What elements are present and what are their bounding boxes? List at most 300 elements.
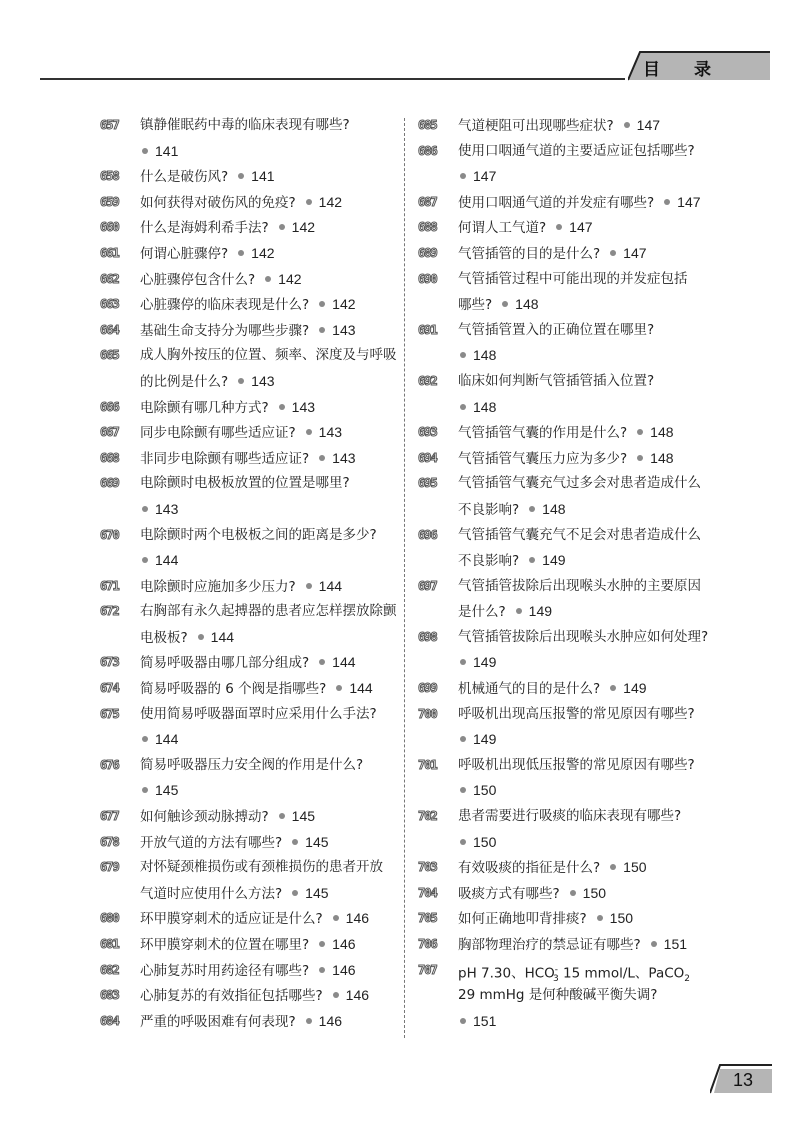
entry-page: 143 xyxy=(291,398,316,415)
entry-title: 严重的呼吸困难有何表现? xyxy=(140,1013,296,1030)
toc-entry-663[interactable] xyxy=(100,292,400,318)
bullet-icon xyxy=(319,659,325,665)
entry-title: 使用口咽通气道的并发症有哪些? xyxy=(458,194,655,211)
toc-entry-701[interactable] xyxy=(418,753,718,804)
toc-right-column xyxy=(418,113,718,1034)
entry-page: 149 xyxy=(542,552,566,569)
entry-title-line xyxy=(140,215,400,241)
entry-title-line xyxy=(458,804,718,830)
entry-page: 144 xyxy=(349,680,373,697)
toc-entry-670[interactable] xyxy=(100,523,400,574)
bullet-icon xyxy=(238,173,244,179)
entry-title-line xyxy=(458,932,718,958)
bullet-icon xyxy=(198,634,204,640)
entry-title: 心脏骤停包含什么? xyxy=(140,271,256,288)
entry-number: 679 xyxy=(100,860,119,875)
toc-entry-671[interactable] xyxy=(100,574,400,600)
entry-title-line xyxy=(458,267,718,293)
entry-title-line xyxy=(458,395,718,421)
entry-title: 气管插管气囊充气过多会对患者造成什么 xyxy=(458,475,701,492)
entry-page: 147 xyxy=(569,219,593,236)
toc-entry-678[interactable] xyxy=(100,830,400,856)
entry-title-line xyxy=(140,139,400,165)
entry-title: 吸痰方式有哪些? xyxy=(458,885,560,902)
entry-page-line xyxy=(458,1009,718,1035)
entry-title-line xyxy=(458,318,718,344)
entry-title: 成人胸外按压的位置、频率、深度及与呼吸 xyxy=(140,347,397,364)
entry-number: 693 xyxy=(418,425,437,440)
entry-title-line xyxy=(140,727,400,753)
entry-title-line xyxy=(458,676,718,702)
toc-entry-666[interactable] xyxy=(100,395,400,421)
entry-title: 是什么? xyxy=(458,604,506,621)
entry-title-line xyxy=(458,523,718,549)
bullet-icon xyxy=(142,557,148,563)
entry-title-line xyxy=(458,650,718,676)
entry-title-line xyxy=(140,471,400,497)
entry-number: 666 xyxy=(100,399,119,414)
entry-page: 145 xyxy=(305,833,329,850)
toc-entry-689[interactable] xyxy=(418,241,718,267)
toc-entry-659[interactable] xyxy=(100,190,400,216)
toc-entry-705[interactable] xyxy=(418,906,718,932)
entry-title-line xyxy=(458,830,718,856)
entry-number: 683 xyxy=(100,988,119,1003)
entry-page: 148 xyxy=(473,398,497,415)
entry-title-line xyxy=(140,1009,400,1035)
bullet-icon xyxy=(651,941,657,947)
entry-page: 143 xyxy=(332,449,356,466)
entry-number: 697 xyxy=(418,578,437,593)
entry-page: 149 xyxy=(473,731,497,748)
entry-title: 心肺复苏时用药途径有哪些? xyxy=(140,962,310,979)
entry-title-line xyxy=(140,267,400,293)
toc-entry-672[interactable] xyxy=(100,599,400,650)
bullet-icon xyxy=(279,404,285,410)
entry-title-line xyxy=(458,778,718,804)
entry-title-line xyxy=(140,599,400,625)
toc-entry-698[interactable] xyxy=(418,625,718,676)
entry-page: 143 xyxy=(251,372,275,389)
toc-entry-677[interactable] xyxy=(100,804,400,830)
entry-title-line xyxy=(458,446,718,472)
bullet-icon xyxy=(292,890,298,896)
toc-entry-706[interactable] xyxy=(418,932,718,958)
entry-page: 146 xyxy=(332,936,356,952)
entry-title-line xyxy=(140,983,400,1009)
toc-left-column xyxy=(100,113,400,1034)
bullet-icon xyxy=(610,864,616,870)
toc-entry-694[interactable] xyxy=(418,446,718,472)
toc-entry-684[interactable] xyxy=(100,1009,400,1035)
entry-number: 661 xyxy=(100,245,119,260)
toc-entry-696[interactable] xyxy=(418,523,718,574)
entry-page: 146 xyxy=(345,910,370,927)
entry-number: 705 xyxy=(418,911,437,926)
toc-entry-661[interactable] xyxy=(100,241,400,267)
bullet-icon xyxy=(306,1018,312,1024)
entry-title-line xyxy=(458,164,718,190)
entry-number: 678 xyxy=(100,834,119,849)
toc-entry-665[interactable] xyxy=(100,343,400,394)
toc-entry-687[interactable] xyxy=(418,190,718,216)
entry-number: 707 xyxy=(418,962,437,977)
toc-entry-683[interactable] xyxy=(100,983,400,1009)
entry-title-line xyxy=(140,830,400,856)
bullet-icon xyxy=(142,736,148,742)
entry-title: 电除颤时应施加多少压力? xyxy=(140,578,296,595)
entry-title-line: 29 mmHg 是何种酸碱平衡失调? xyxy=(458,987,658,1004)
entry-title: 简易呼吸器压力安全阀的作用是什么? xyxy=(140,756,364,773)
entry-title-line xyxy=(140,446,400,472)
entry-title-line xyxy=(458,727,718,753)
entry-page: 145 xyxy=(291,808,316,825)
entry-page: 148 xyxy=(473,347,497,364)
entry-title: 对怀疑颈椎损伤或有颈椎损伤的患者开放 xyxy=(140,859,383,876)
toc-entry-692[interactable] xyxy=(418,369,718,420)
entry-title: 什么是海姆利希手法? xyxy=(140,220,269,237)
page-title: 目录 xyxy=(643,60,745,80)
toc-entry-691[interactable] xyxy=(418,318,718,369)
toc-entry-658[interactable] xyxy=(100,164,400,190)
entry-page: 149 xyxy=(623,680,647,697)
bullet-icon xyxy=(319,327,325,333)
entry-title: 电除颤时电极板放置的位置是哪里? xyxy=(140,475,350,492)
entry-number: 696 xyxy=(418,527,437,542)
entry-number: 704 xyxy=(418,885,437,900)
entry-page: 147 xyxy=(623,244,647,261)
entry-title-line xyxy=(458,369,718,395)
entry-title-line xyxy=(140,778,400,804)
entry-title: 心肺复苏的有效指征包括哪些? xyxy=(140,988,323,1005)
toc-entry-669[interactable] xyxy=(100,471,400,522)
toc-entry-675[interactable] xyxy=(100,702,400,753)
entry-title: 胸部物理治疗的禁忌证有哪些? xyxy=(458,937,641,953)
bullet-icon xyxy=(306,583,312,589)
entry-page: 143 xyxy=(332,321,356,338)
entry-page: 145 xyxy=(155,782,179,799)
entry-title-line xyxy=(458,548,718,574)
entry-title-line xyxy=(140,497,400,523)
entry-title-line xyxy=(458,343,718,369)
bullet-icon xyxy=(460,736,466,742)
entry-number: 659 xyxy=(100,194,119,209)
entry-number: 695 xyxy=(418,476,437,491)
entry-page: 151 xyxy=(473,1012,497,1029)
entry-title-line xyxy=(140,241,400,267)
entry-number: 690 xyxy=(418,271,437,286)
toc-entry-676[interactable] xyxy=(100,753,400,804)
entry-title-line xyxy=(140,958,400,984)
toc-entry-657[interactable] xyxy=(100,113,400,164)
bullet-icon xyxy=(597,915,603,921)
entry-title-line xyxy=(458,855,718,881)
bullet-icon xyxy=(142,787,148,793)
entry-title-line xyxy=(458,471,718,497)
entry-title-line xyxy=(458,292,718,318)
bullet-icon xyxy=(556,224,562,230)
bullet-icon xyxy=(529,557,535,563)
entry-page: 142 xyxy=(278,270,302,287)
entry-number: 660 xyxy=(100,220,119,235)
bullet-icon xyxy=(292,839,298,845)
toc-entry-660[interactable] xyxy=(100,215,400,241)
entry-title-line xyxy=(458,420,718,446)
entry-title: 基础生命支持分为哪些步骤? xyxy=(140,322,310,339)
toc-entry-690[interactable] xyxy=(418,267,718,318)
toc-entry-680[interactable] xyxy=(100,906,400,932)
entry-page: 148 xyxy=(542,500,566,517)
entry-title: 开放气道的方法有哪些? xyxy=(140,834,283,851)
entry-number: 675 xyxy=(100,706,119,721)
toc-entry-704[interactable] xyxy=(418,881,718,907)
toc-entry-707[interactable] xyxy=(418,958,718,1035)
toc-entry-702[interactable] xyxy=(418,804,718,855)
entry-number: 700 xyxy=(418,706,437,721)
entry-title-line xyxy=(140,369,400,395)
toc-entry-668[interactable] xyxy=(100,446,400,472)
entry-title: 如何触诊颈动脉搏动? xyxy=(140,809,269,826)
entry-title: 气管插管气囊压力应为多少? xyxy=(458,450,628,467)
entry-title-line xyxy=(140,343,400,369)
entry-number: 677 xyxy=(100,809,119,824)
entry-number: 682 xyxy=(100,962,119,977)
bullet-icon xyxy=(502,301,508,307)
entry-number: 665 xyxy=(100,348,119,363)
entry-page: 141 xyxy=(251,168,275,185)
entry-title-line xyxy=(140,395,400,421)
bullet-icon xyxy=(336,685,342,691)
entry-title-line xyxy=(140,932,400,958)
entry-title: 何谓心脏骤停? xyxy=(140,245,229,262)
entry-number: 688 xyxy=(418,220,437,235)
bullet-icon xyxy=(460,787,466,793)
entry-number: 669 xyxy=(100,476,119,491)
entry-page: 141 xyxy=(155,142,179,159)
toc-entry-674[interactable] xyxy=(100,676,400,702)
entry-title: 何谓人工气道? xyxy=(458,220,547,237)
entry-number: 701 xyxy=(418,757,437,772)
entry-page: 145 xyxy=(305,884,329,901)
entry-number: 658 xyxy=(100,169,119,184)
entry-title: 使用简易呼吸器面罩时应采用什么手法? xyxy=(140,705,377,722)
toc-entry-695[interactable] xyxy=(418,471,718,522)
entry-title-line xyxy=(458,881,718,907)
bullet-icon xyxy=(516,608,522,614)
entry-page: 146 xyxy=(318,1012,343,1029)
entry-page: 150 xyxy=(623,859,647,876)
entry-number: 689 xyxy=(418,245,437,260)
entry-title-line xyxy=(458,241,718,267)
entry-number: 706 xyxy=(418,937,437,951)
entry-page: 150 xyxy=(582,884,607,901)
entry-number: 662 xyxy=(100,271,119,286)
entry-title: 气管插管拔除后出现喉头水肿的主要原因 xyxy=(458,577,701,594)
toc-entry-667[interactable] xyxy=(100,420,400,446)
entry-number: 687 xyxy=(418,194,437,209)
toc-entry-664[interactable] xyxy=(100,318,400,344)
entry-number: 664 xyxy=(100,322,119,337)
toc-entry-693[interactable] xyxy=(418,420,718,446)
entry-page: 144 xyxy=(332,654,356,671)
bullet-icon xyxy=(333,992,339,998)
entry-page: 147 xyxy=(636,117,661,133)
toc-entry-700[interactable] xyxy=(418,702,718,753)
entry-number: 686 xyxy=(418,143,437,158)
toc-entry-673[interactable] xyxy=(100,650,400,676)
bullet-icon xyxy=(142,506,148,512)
bullet-icon xyxy=(610,685,616,691)
entry-title-line xyxy=(140,650,400,676)
entry-number: 673 xyxy=(100,655,119,670)
entry-page: 147 xyxy=(677,193,701,210)
bullet-icon xyxy=(279,813,285,819)
entry-title: 气管插管气囊的作用是什么? xyxy=(458,425,628,442)
toc-entry-679[interactable] xyxy=(100,855,400,906)
entry-number: 681 xyxy=(100,937,119,951)
bullet-icon xyxy=(624,122,630,128)
entry-title: 电除颤时两个电极板之间的距离是多少? xyxy=(140,526,377,543)
entry-page: 150 xyxy=(473,782,497,799)
bullet-icon xyxy=(319,301,325,307)
entry-page: 144 xyxy=(318,577,343,594)
entry-title-line xyxy=(458,497,718,523)
entry-number: 676 xyxy=(100,757,119,772)
entry-title: 气管插管的目的是什么? xyxy=(458,245,601,262)
entry-title-line xyxy=(140,113,400,139)
entry-title: 气管插管置入的正确位置在哪里? xyxy=(458,321,655,338)
entry-number: 670 xyxy=(100,527,119,542)
entry-number: 680 xyxy=(100,911,119,926)
entry-title-line xyxy=(458,599,718,625)
entry-page: 142 xyxy=(318,193,343,210)
entry-title: 气道时应使用什么方法? xyxy=(140,885,283,902)
bullet-icon xyxy=(306,199,312,205)
entry-number: 698 xyxy=(418,629,437,644)
entry-title-line xyxy=(140,420,400,446)
entry-page: 148 xyxy=(650,424,674,441)
entry-title: 临床如何判断气管插管插入位置? xyxy=(458,372,655,389)
entry-title-line xyxy=(458,215,718,241)
entry-title: 气管插管气囊充气不足会对患者造成什么 xyxy=(458,526,701,543)
toc-entry-685[interactable] xyxy=(418,113,718,139)
entry-page: 150 xyxy=(609,910,634,927)
bullet-icon xyxy=(238,378,244,384)
entry-page: 144 xyxy=(210,628,235,645)
entry-number: 667 xyxy=(100,425,119,440)
entry-title: 电极板? xyxy=(140,629,188,646)
bullet-icon xyxy=(142,148,148,154)
entry-page: 143 xyxy=(155,500,179,517)
entry-title: 呼吸机出现高压报警的常见原因有哪些? xyxy=(458,705,695,722)
entry-page: 143 xyxy=(318,424,343,441)
toc-entry-682[interactable] xyxy=(100,958,400,984)
bullet-icon xyxy=(610,250,616,256)
bullet-icon xyxy=(570,890,576,896)
entry-title-line xyxy=(140,676,400,702)
toc-entry-681[interactable] xyxy=(100,932,400,958)
entry-title: 机械通气的目的是什么? xyxy=(458,681,601,698)
entry-number: 663 xyxy=(100,297,119,312)
entry-title: 如何获得对破伤风的免疫? xyxy=(140,194,296,211)
entry-title-line xyxy=(140,164,400,190)
entry-title: 气管插管拔除后出现喉头水肿应如何处理? xyxy=(458,628,709,645)
entry-title-line xyxy=(458,753,718,779)
entry-number: 672 xyxy=(100,604,119,619)
column-divider xyxy=(404,118,407,1038)
entry-page: 149 xyxy=(528,603,553,620)
bullet-icon xyxy=(460,404,466,410)
entry-title-line xyxy=(140,318,400,344)
entry-title-line xyxy=(140,292,400,318)
entry-number: 671 xyxy=(100,578,119,593)
entry-title: 不良影响? xyxy=(458,501,520,518)
entry-page: 151 xyxy=(663,936,688,952)
toc-entry-703[interactable] xyxy=(418,855,718,881)
entry-title: 气道梗阻可出现哪些症状? xyxy=(458,118,614,134)
entry-title-line xyxy=(458,702,718,728)
bullet-icon xyxy=(637,429,643,435)
entry-title: 的比例是什么? xyxy=(140,373,229,390)
entry-title: 不良影响? xyxy=(458,553,520,570)
entry-title-line xyxy=(140,804,400,830)
bullet-icon xyxy=(529,506,535,512)
entry-title-line xyxy=(140,190,400,216)
bullet-icon xyxy=(460,173,466,179)
entry-page: 146 xyxy=(332,961,356,978)
toc-entry-688[interactable] xyxy=(418,215,718,241)
bullet-icon xyxy=(460,659,466,665)
entry-page: 142 xyxy=(251,244,275,261)
entry-page: 149 xyxy=(473,654,497,671)
entry-title-line xyxy=(140,906,400,932)
toc-entry-697[interactable] xyxy=(418,574,718,625)
entry-number: 692 xyxy=(418,373,437,388)
entry-title-line xyxy=(140,523,400,549)
entry-page: 142 xyxy=(291,219,316,236)
bullet-icon xyxy=(319,941,325,947)
entry-number: 668 xyxy=(100,450,119,465)
entry-number: 691 xyxy=(418,322,437,337)
toc-entry-662[interactable] xyxy=(100,267,400,293)
entry-page: 148 xyxy=(515,296,539,313)
entry-title: 同步电除颤有哪些适应证? xyxy=(140,425,296,442)
entry-title-line xyxy=(458,190,718,216)
entry-title: 右胸部有永久起搏器的患者应怎样摆放除颤 xyxy=(140,603,397,620)
entry-title-line xyxy=(458,113,718,139)
entry-title-line: pH 7.30、$HCO^-_3$ 15 mmol/L、PaCO$_2$ xyxy=(458,964,691,984)
entry-page: 142 xyxy=(332,296,356,313)
toc-entry-686[interactable] xyxy=(418,139,718,190)
entry-title: 电除颤有哪几种方式? xyxy=(140,399,269,416)
bullet-icon xyxy=(238,250,244,256)
header-rule xyxy=(40,78,625,80)
bullet-icon xyxy=(664,199,670,205)
entry-page: 144 xyxy=(155,731,179,748)
entry-title: 环甲膜穿刺术的位置在哪里? xyxy=(140,937,310,953)
toc-entry-699[interactable] xyxy=(418,676,718,702)
entry-title-line xyxy=(140,574,400,600)
entry-title-line xyxy=(140,881,400,907)
bullet-icon xyxy=(460,352,466,358)
entry-number: 685 xyxy=(418,118,437,132)
bullet-icon xyxy=(265,276,271,282)
entry-title: 如何正确地叩背排痰? xyxy=(458,911,587,928)
entry-page: 147 xyxy=(473,168,497,185)
entry-title: 心脏骤停的临床表现是什么? xyxy=(140,297,310,314)
entry-number: 702 xyxy=(418,809,437,824)
entry-title: 非同步电除颤有哪些适应证? xyxy=(140,450,310,467)
